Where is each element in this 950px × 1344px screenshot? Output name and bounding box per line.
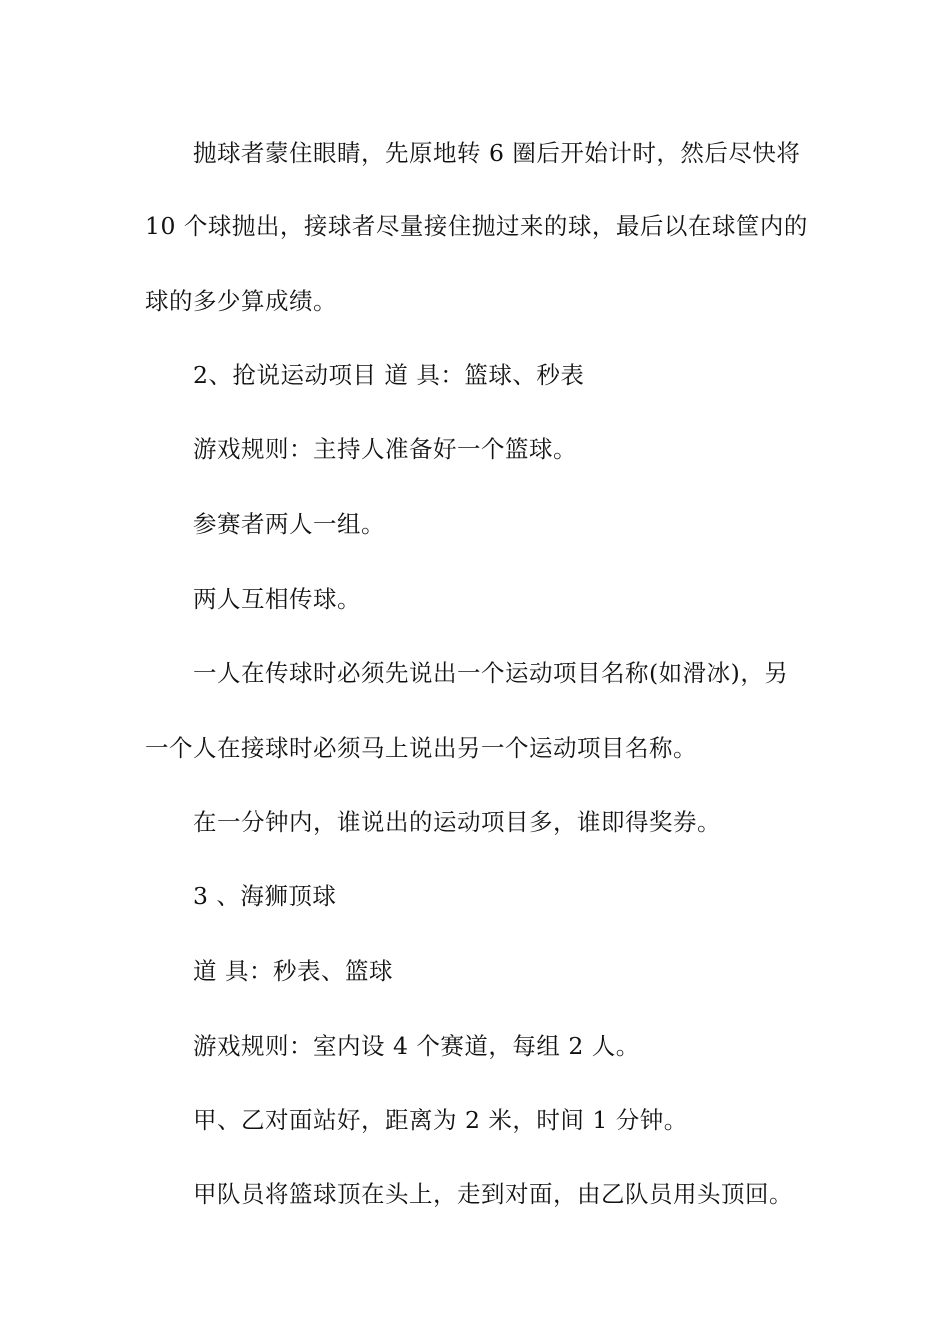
section-heading: 2、抢说运动项目 道 具：篮球、秒表 bbox=[193, 361, 585, 389]
paragraph-line: 参赛者两人一组。 bbox=[193, 510, 385, 538]
paragraph-line: 道 具：秒表、篮球 bbox=[193, 957, 393, 985]
paragraph-line: 10 个球抛出，接球者尽量接住抛过来的球，最后以在球筐内的 bbox=[145, 212, 808, 240]
paragraph-line: 甲、乙对面站好，距离为 2 米，时间 1 分钟。 bbox=[193, 1106, 688, 1134]
paragraph-line: 游戏规则：主持人准备好一个篮球。 bbox=[193, 435, 577, 463]
paragraph-line: 一个人在接球时必须马上说出另一个运动项目名称。 bbox=[145, 734, 697, 762]
paragraph-line: 球的多少算成绩。 bbox=[145, 287, 337, 315]
paragraph-line: 在一分钟内，谁说出的运动项目多，谁即得奖券。 bbox=[193, 808, 721, 836]
paragraph-line: 两人互相传球。 bbox=[193, 585, 361, 613]
section-heading: 3 、海狮顶球 bbox=[193, 882, 337, 910]
paragraph-line: 一人在传球时必须先说出一个运动项目名称(如滑冰)，另 bbox=[193, 659, 789, 687]
paragraph-line: 甲队员将篮球顶在头上，走到对面，由乙队员用头顶回。 bbox=[193, 1180, 793, 1208]
paragraph-line: 游戏规则：室内设 4 个赛道，每组 2 人。 bbox=[193, 1032, 640, 1060]
paragraph-line: 抛球者蒙住眼睛，先原地转 6 圈后开始计时，然后尽快将 bbox=[193, 139, 801, 167]
